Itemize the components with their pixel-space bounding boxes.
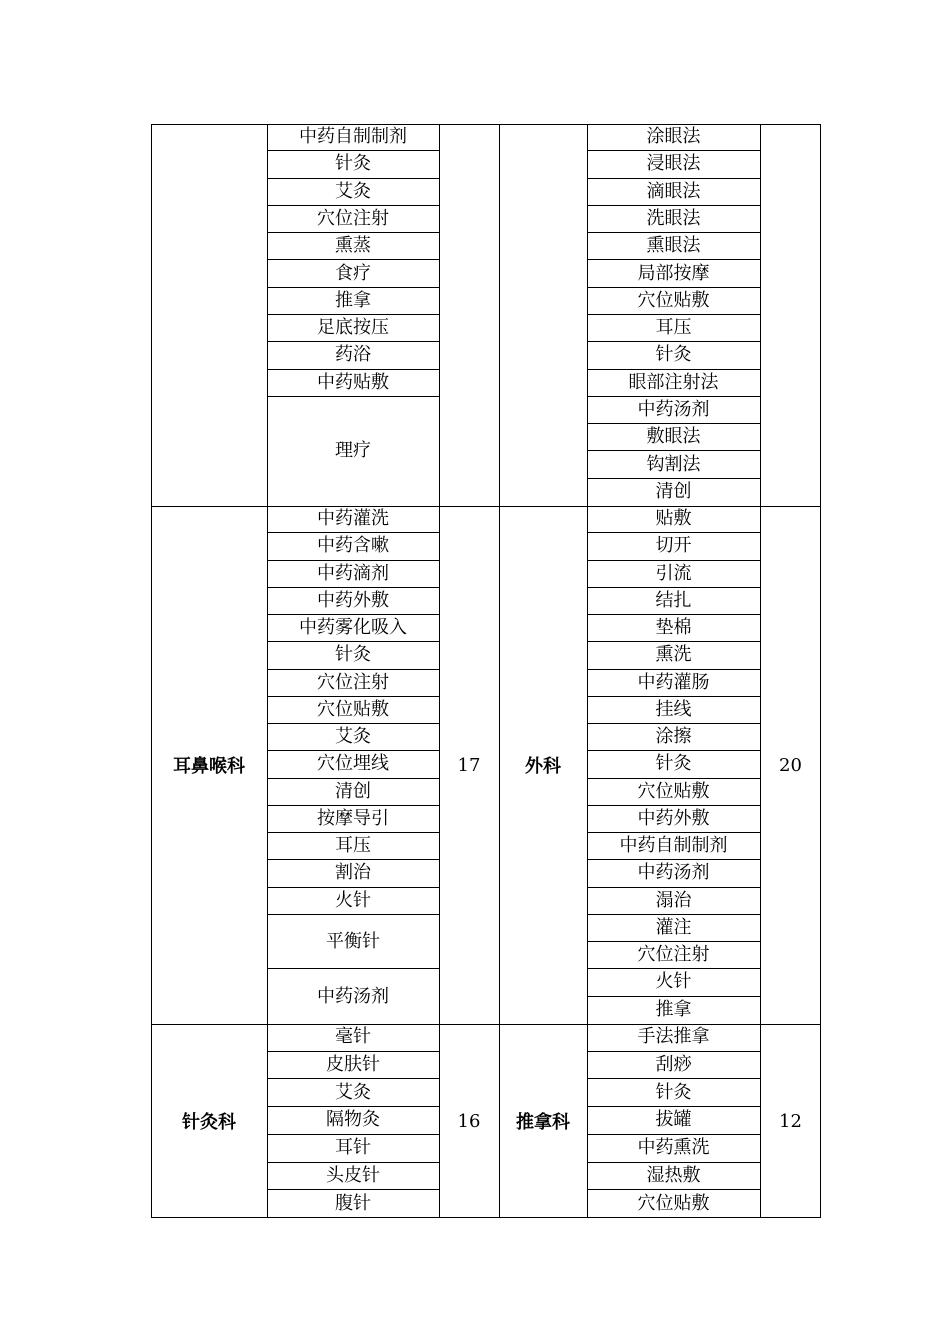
method-cell: 穴位贴敷 xyxy=(267,697,439,724)
table-vertical-border xyxy=(439,124,440,1218)
method-cell: 中药自制制剂 xyxy=(267,124,439,151)
method-cell: 灌注 xyxy=(587,915,760,942)
department-name: 推拿科 xyxy=(516,1112,570,1133)
method-cell: 穴位注射 xyxy=(587,942,760,969)
method-cell: 针灸 xyxy=(587,1079,760,1107)
method-cell: 中药外敷 xyxy=(587,806,760,833)
method-cell: 清创 xyxy=(267,779,439,806)
method-cell: 穴位贴敷 xyxy=(637,1193,710,1215)
method-cell: 眼部注射法 xyxy=(587,370,760,397)
method-cell: 耳压 xyxy=(587,315,760,342)
method-cell: 贴敷 xyxy=(587,506,760,533)
method-cell: 钩割法 xyxy=(587,451,760,478)
method-cell: 割治 xyxy=(267,860,439,887)
method-count: 17 xyxy=(457,754,481,776)
method-cell: 中药滴剂 xyxy=(267,561,439,588)
method-count xyxy=(439,124,499,506)
methods-column xyxy=(267,124,439,506)
methods-column xyxy=(587,124,760,506)
method-cell: 针灸 xyxy=(587,342,760,369)
method-cell: 敷眼法 xyxy=(587,424,760,451)
method-cell: 清创 xyxy=(655,481,692,503)
treatment-methods-table xyxy=(151,124,821,1218)
method-cell: 耳针 xyxy=(267,1135,439,1163)
method-cell: 刮痧 xyxy=(587,1052,760,1080)
method-count: 16 xyxy=(457,1110,481,1132)
method-count: 20 xyxy=(779,754,802,776)
method-cell: 手法推拿 xyxy=(587,1024,760,1052)
method-cell: 挂线 xyxy=(587,697,760,724)
method-cell: 中药自制制剂 xyxy=(587,833,760,860)
method-cell: 滴眼法 xyxy=(587,179,760,206)
method-cell: 头皮针 xyxy=(267,1163,439,1191)
method-cell: 食疗 xyxy=(267,260,439,287)
method-cell: 中药贴敷 xyxy=(267,370,439,397)
method-cell: 药浴 xyxy=(267,342,439,369)
table-horizontal-border xyxy=(151,124,821,125)
method-cell: 耳压 xyxy=(267,833,439,860)
table-vertical-border xyxy=(267,124,268,1218)
method-cell: 中药汤剂 xyxy=(587,397,760,424)
table-horizontal-border xyxy=(151,506,821,507)
method-cell: 溻治 xyxy=(587,888,760,915)
method-cell: 垫棉 xyxy=(587,615,760,642)
method-cell: 熏洗 xyxy=(587,642,760,669)
method-cell: 中药含嗽 xyxy=(267,533,439,560)
method-cell: 理疗 xyxy=(335,440,371,462)
method-cell: 毫针 xyxy=(267,1024,439,1052)
method-cell: 拔罐 xyxy=(587,1107,760,1135)
methods-column xyxy=(587,506,760,1024)
table-horizontal-border xyxy=(151,1024,821,1025)
method-cell: 中药熏洗 xyxy=(587,1135,760,1163)
method-cell: 切开 xyxy=(587,533,760,560)
method-cell: 推拿 xyxy=(267,288,439,315)
method-cell: 穴位贴敷 xyxy=(587,288,760,315)
method-cell: 艾灸 xyxy=(267,179,439,206)
method-cell: 中药灌肠 xyxy=(587,670,760,697)
table-vertical-border xyxy=(760,124,761,1218)
method-cell: 针灸 xyxy=(267,151,439,178)
methods-column xyxy=(267,1024,439,1218)
table-vertical-border xyxy=(820,124,821,1218)
method-cell: 穴位贴敷 xyxy=(587,779,760,806)
method-cell: 中药雾化吸入 xyxy=(267,615,439,642)
method-cell: 引流 xyxy=(587,561,760,588)
table-vertical-border xyxy=(151,124,152,1218)
department-name xyxy=(151,124,267,506)
table-horizontal-border xyxy=(151,1217,821,1218)
method-cell: 腹针 xyxy=(335,1193,371,1215)
method-cell: 火针 xyxy=(267,888,439,915)
method-cell: 中药外敷 xyxy=(267,588,439,615)
method-count xyxy=(760,124,821,506)
method-cell: 皮肤针 xyxy=(267,1052,439,1080)
methods-column xyxy=(587,1024,760,1218)
method-cell: 穴位注射 xyxy=(267,670,439,697)
method-cell: 局部按摩 xyxy=(587,260,760,287)
method-cell: 涂眼法 xyxy=(587,124,760,151)
method-cell: 熏眼法 xyxy=(587,233,760,260)
method-cell: 足底按压 xyxy=(267,315,439,342)
department-name: 耳鼻喉科 xyxy=(173,756,245,777)
method-cell: 涂擦 xyxy=(587,724,760,751)
method-cell: 隔物灸 xyxy=(267,1107,439,1135)
department-name xyxy=(499,124,587,506)
method-cell: 中药灌洗 xyxy=(267,506,439,533)
department-name: 针灸科 xyxy=(182,1112,236,1133)
method-count: 12 xyxy=(779,1110,802,1132)
method-cell: 湿热敷 xyxy=(587,1163,760,1191)
method-cell: 浸眼法 xyxy=(587,151,760,178)
table-vertical-border xyxy=(587,124,588,1218)
method-cell: 结扎 xyxy=(587,588,760,615)
method-cell: 穴位注射 xyxy=(267,206,439,233)
method-cell: 穴位埋线 xyxy=(267,751,439,778)
method-cell: 按摩导引 xyxy=(267,806,439,833)
method-cell: 针灸 xyxy=(267,642,439,669)
method-cell: 推拿 xyxy=(655,999,692,1021)
method-cell: 艾灸 xyxy=(267,724,439,751)
table-vertical-border xyxy=(499,124,500,1218)
method-cell: 洗眼法 xyxy=(587,206,760,233)
methods-column xyxy=(267,506,439,1024)
department-name: 外科 xyxy=(525,756,561,777)
method-cell: 中药汤剂 xyxy=(317,985,389,1007)
method-cell: 平衡针 xyxy=(267,915,439,970)
method-cell: 针灸 xyxy=(587,751,760,778)
method-cell: 中药汤剂 xyxy=(587,860,760,887)
method-cell: 艾灸 xyxy=(267,1079,439,1107)
method-cell: 熏蒸 xyxy=(267,233,439,260)
method-cell: 火针 xyxy=(587,969,760,996)
